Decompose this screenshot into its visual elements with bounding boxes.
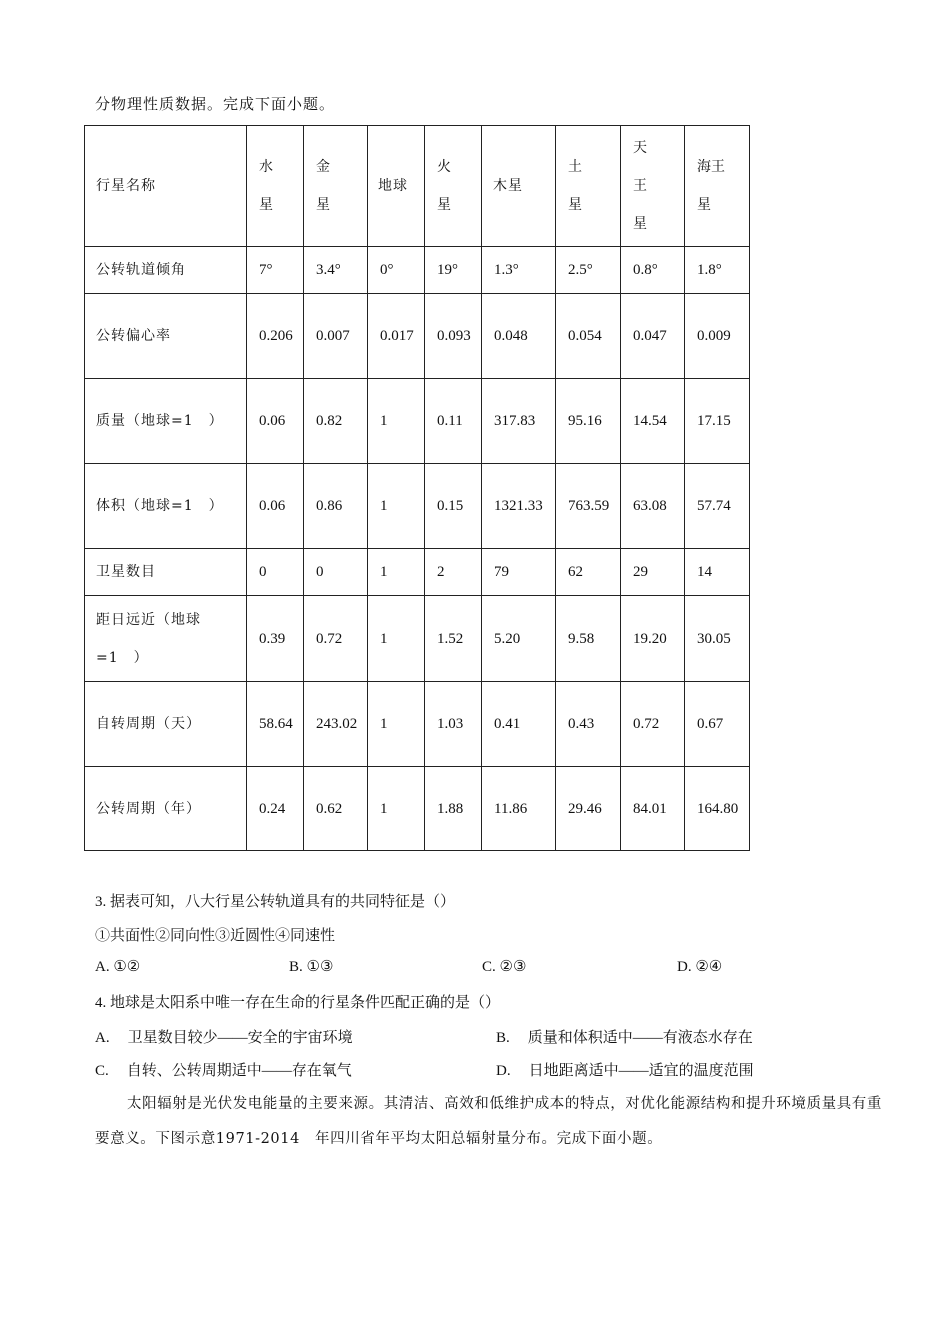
table-cell: 0.017 — [368, 294, 425, 379]
table-cell: 3.4° — [304, 247, 368, 294]
table-cell: 0.06 — [247, 379, 304, 464]
table-cell: 1 — [368, 682, 425, 767]
q4-option-d — [496, 1059, 754, 1080]
table-cell: 1321.33 — [482, 464, 556, 549]
table-cell: 1 — [368, 379, 425, 464]
row-label: 公转偏心率 — [85, 294, 247, 379]
table-cell: 14 — [685, 549, 750, 596]
header-neptune: 海王星 — [697, 159, 725, 213]
table-cell: 0.39 — [247, 596, 304, 682]
q3-option-b: B. ①③ — [289, 959, 334, 975]
option-letter: A. — [95, 1030, 110, 1046]
table-cell: 317.83 — [482, 379, 556, 464]
table-row — [85, 767, 750, 851]
table-header-row — [85, 126, 750, 247]
table-cell: 57.74 — [685, 464, 750, 549]
table-cell: 30.05 — [685, 596, 750, 682]
table-cell: 0.047 — [621, 294, 685, 379]
table-cell: 0.72 — [621, 682, 685, 767]
table-header-cell — [685, 126, 750, 247]
table-cell: 62 — [556, 549, 621, 596]
row-label: 体积（地球=1 ） — [85, 464, 247, 549]
table-cell: 243.02 — [304, 682, 368, 767]
table-cell: 9.58 — [556, 596, 621, 682]
table-header-cell — [556, 126, 621, 247]
option-text: 质量和体积适中——有液态水存在 — [527, 1030, 753, 1046]
table-row — [85, 464, 750, 549]
table-row — [85, 682, 750, 767]
table-cell: 17.15 — [685, 379, 750, 464]
intro-text: 分物理性质数据。完成下面小题。 — [95, 95, 336, 113]
option-letter: C. — [95, 1063, 109, 1079]
table-cell: 2.5° — [556, 247, 621, 294]
table-cell: 0.62 — [304, 767, 368, 851]
table-cell: 0.11 — [425, 379, 482, 464]
passage-text: 太阳辐射是光伏发电能量的主要来源。其清洁、高效和低维护成本的特点，对优化能源结构和提升环境质量具有重要意义。下图示意1971-2014 年四川省年平均太阳总辐射量分布。完成下面小题。 — [95, 1096, 882, 1147]
table-row — [85, 596, 750, 682]
table-row — [85, 549, 750, 596]
table-cell: 5.20 — [482, 596, 556, 682]
table-cell: 19.20 — [621, 596, 685, 682]
header-uranus: 天王星 — [633, 140, 647, 232]
row-label: 公转周期（年） — [85, 767, 247, 851]
table-cell: 0.82 — [304, 379, 368, 464]
table-cell: 0.86 — [304, 464, 368, 549]
table-header-cell: 行星名称 — [85, 126, 247, 247]
table-cell: 95.16 — [556, 379, 621, 464]
table-cell: 0.72 — [304, 596, 368, 682]
row-label: 卫星数目 — [85, 549, 247, 596]
table-row — [85, 247, 750, 294]
planet-data-table — [84, 125, 750, 851]
table-cell: 0.054 — [556, 294, 621, 379]
header-mars: 火星 — [437, 159, 451, 213]
q3-option-a: A. ①② — [95, 959, 141, 975]
table-cell: 0.206 — [247, 294, 304, 379]
table-cell: 1.3° — [482, 247, 556, 294]
table-header-cell: 地球 — [368, 126, 425, 247]
table-cell: 1 — [368, 549, 425, 596]
table-cell: 0.15 — [425, 464, 482, 549]
q4-option-a — [95, 1026, 353, 1047]
table-header-cell — [621, 126, 685, 247]
row-label: 质量（地球=1 ） — [85, 379, 247, 464]
question-3-items: ①共面性②同向性③近圆性④同速性 — [95, 928, 336, 944]
table-cell: 84.01 — [621, 767, 685, 851]
table-cell: 29 — [621, 549, 685, 596]
table-cell: 0.41 — [482, 682, 556, 767]
table-cell: 0.43 — [556, 682, 621, 767]
header-venus: 金星 — [316, 159, 330, 213]
table-cell: 14.54 — [621, 379, 685, 464]
table-cell: 58.64 — [247, 682, 304, 767]
table-header-cell — [425, 126, 482, 247]
table-header-cell: 木星 — [482, 126, 556, 247]
option-text: 自转、公转周期适中——存在氧气 — [126, 1063, 352, 1079]
option-letter: D. — [496, 1063, 511, 1079]
table-cell: 0.093 — [425, 294, 482, 379]
table-cell: 0.67 — [685, 682, 750, 767]
row-label: 自转周期（天） — [85, 682, 247, 767]
table-cell: 63.08 — [621, 464, 685, 549]
table-cell: 0 — [304, 549, 368, 596]
table-cell: 0 — [247, 549, 304, 596]
table-cell: 0.048 — [482, 294, 556, 379]
question-3-stem: 3. 据表可知，八大行星公转轨道具有的共同特征是（） — [95, 894, 456, 910]
table-cell: 0.24 — [247, 767, 304, 851]
option-letter: B. — [496, 1030, 510, 1046]
table-cell: 0° — [368, 247, 425, 294]
table-cell: 7° — [247, 247, 304, 294]
table-cell: 1 — [368, 767, 425, 851]
table-cell: 0.06 — [247, 464, 304, 549]
table-cell: 1.03 — [425, 682, 482, 767]
table-cell: 763.59 — [556, 464, 621, 549]
header-mercury: 水星 — [259, 159, 273, 213]
table-row — [85, 379, 750, 464]
table-cell: 0.007 — [304, 294, 368, 379]
q4-option-b — [496, 1026, 753, 1047]
option-text: 日地距离适中——适宜的温度范围 — [528, 1063, 754, 1079]
table-row — [85, 294, 750, 379]
q3-option-d: D. ②④ — [677, 959, 723, 975]
table-cell: 1.88 — [425, 767, 482, 851]
table-cell: 1.8° — [685, 247, 750, 294]
table-cell: 1.52 — [425, 596, 482, 682]
table-cell: 29.46 — [556, 767, 621, 851]
table-cell: 1 — [368, 464, 425, 549]
q3-option-c: C. ②③ — [482, 959, 527, 975]
table-header-cell — [304, 126, 368, 247]
header-saturn: 土星 — [568, 159, 582, 213]
table-cell: 19° — [425, 247, 482, 294]
q4-option-c — [95, 1059, 352, 1080]
table-header-cell — [247, 126, 304, 247]
table-cell: 79 — [482, 549, 556, 596]
table-cell: 2 — [425, 549, 482, 596]
question-4-stem: 4. 地球是太阳系中唯一存在生命的行星条件匹配正确的是（） — [95, 995, 501, 1011]
table-cell: 164.80 — [685, 767, 750, 851]
option-text: 卫星数目较少——安全的宇宙环境 — [127, 1030, 353, 1046]
table-cell: 0.8° — [621, 247, 685, 294]
table-cell: 1 — [368, 596, 425, 682]
row-label: 距日远近（地球=1 ） — [85, 596, 247, 682]
table-cell: 11.86 — [482, 767, 556, 851]
table-cell: 0.009 — [685, 294, 750, 379]
row-label: 公转轨道倾角 — [85, 247, 247, 294]
